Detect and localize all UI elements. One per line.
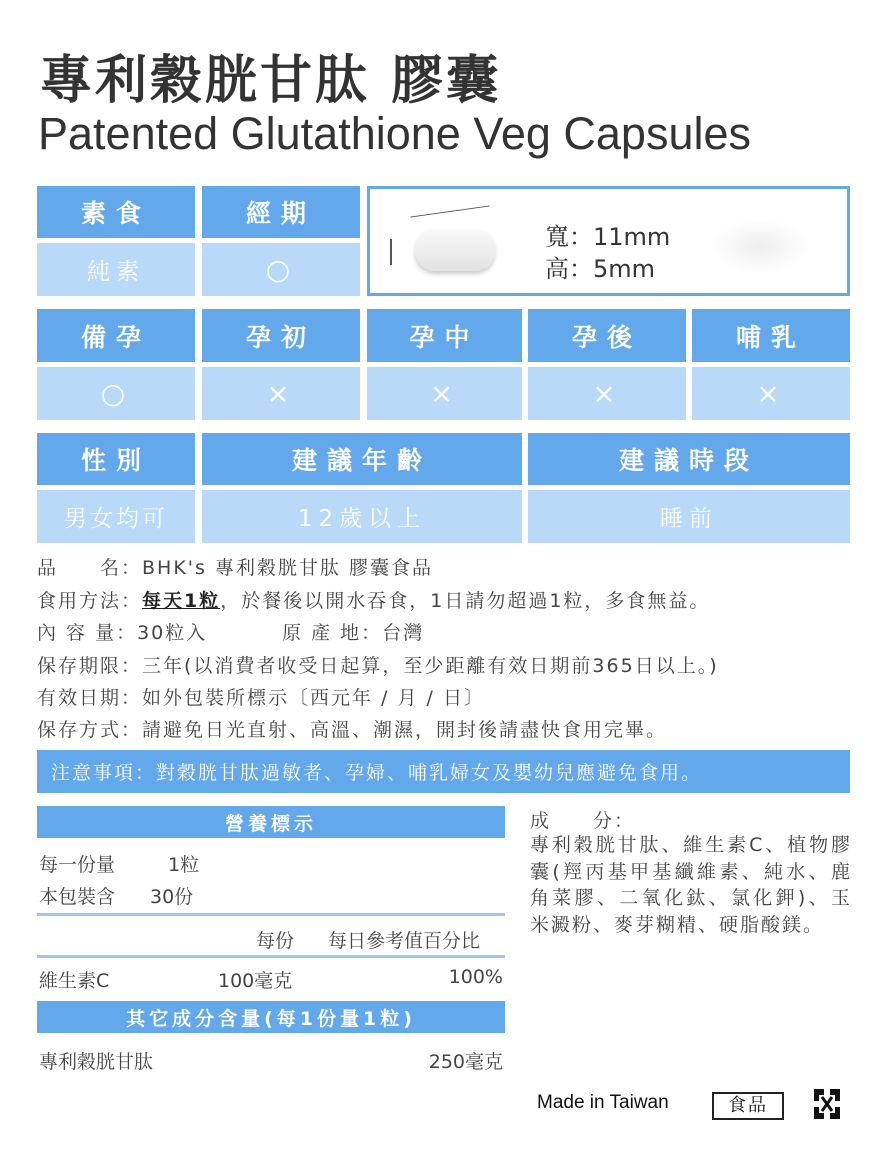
value-mid-pregnancy: × xyxy=(367,367,522,420)
servings-label: 本包裝含 xyxy=(39,886,116,908)
other-name: 專利穀胱甘肽 xyxy=(39,1051,154,1073)
header-mid-pregnancy: 孕中 xyxy=(367,309,522,362)
powder-image xyxy=(710,219,810,274)
divider xyxy=(37,913,505,916)
info-content xyxy=(37,618,424,645)
nutrient-per: 100毫克 xyxy=(218,970,293,992)
made-in-taiwan: Made in Taiwan xyxy=(537,1092,669,1113)
capsule-width: 寬：11mm xyxy=(545,223,671,251)
nutrient-dv: 100% xyxy=(448,966,503,988)
info-usage xyxy=(37,586,710,613)
ingredients-label: 成 分： xyxy=(530,810,636,832)
header-early-pregnancy: 孕初 xyxy=(202,309,360,362)
header-suggested-time: 建議時段 xyxy=(528,433,850,485)
recycle-icon xyxy=(810,1085,844,1123)
label: 內 容 量： xyxy=(37,622,138,644)
width-dimension-icon xyxy=(410,205,489,217)
usage-highlight: 每天1粒 xyxy=(142,590,221,612)
label: 品 名： xyxy=(37,557,143,579)
nutrition-title: 營養標示 xyxy=(37,806,505,838)
info-name xyxy=(37,553,433,580)
ingredients-text: 專利穀胱甘肽、維生素C、植物膠囊(羥丙基甲基纖維素、純水、鹿角菜膠、二氧化鈦、氯化鉀)、玉米澱粉、麥芽糊精、硬脂酸鎂。 xyxy=(530,834,852,936)
other-title: 其它成分含量(每1份量1粒) xyxy=(37,1001,505,1033)
value-menstruation: ○ xyxy=(202,243,360,296)
value: ，於餐後以開水吞食，1日請勿超過1粒，多食無益。 xyxy=(220,590,711,612)
value: 三年(以消費者收受日起算，至少距離有效日期前365日以上。) xyxy=(142,655,719,677)
title-zh: 專利穀胱甘肽 膠囊 xyxy=(40,51,502,111)
servings-value: 30份 xyxy=(150,886,194,908)
label: 保存期限： xyxy=(37,655,143,677)
header-post-pregnancy: 孕後 xyxy=(528,309,686,362)
divider xyxy=(37,955,505,958)
nutrient-name: 維生素C xyxy=(39,970,110,992)
value-vegetarian: 純素 xyxy=(37,243,195,296)
label: 保存方式： xyxy=(37,719,143,741)
serving-label: 每一份量 xyxy=(39,854,116,876)
header-menstruation: 經期 xyxy=(202,186,360,238)
value: BHK's 專利穀胱甘肽 膠囊食品 xyxy=(142,557,433,579)
height-dimension-icon xyxy=(390,239,392,265)
col-daily-value: 每日參考值百分比 xyxy=(328,930,481,952)
food-badge: 食品 xyxy=(712,1092,784,1120)
origin-value: 台灣 xyxy=(382,622,425,644)
value-early-pregnancy: × xyxy=(202,367,360,420)
capsule-height: 高：5mm xyxy=(545,255,656,283)
header-breastfeeding: 哺乳 xyxy=(692,309,850,362)
col-per-serving: 每份 xyxy=(256,930,295,952)
other-per: 250毫克 xyxy=(428,1051,503,1073)
value: 請避免日光直射、高溫、潮濕，開封後請盡快食用完畢。 xyxy=(142,719,668,741)
origin-label: 原 產 地： xyxy=(282,622,383,644)
header-suggested-age: 建議年齡 xyxy=(202,433,522,485)
value-gender: 男女均可 xyxy=(37,490,195,543)
value-post-pregnancy: × xyxy=(528,367,686,420)
capsule-image xyxy=(415,229,495,271)
label: 食用方法： xyxy=(37,590,143,612)
header-gender: 性別 xyxy=(37,433,195,485)
value-suggested-age: 12歲以上 xyxy=(202,490,522,543)
value-pre-pregnancy: ○ xyxy=(37,367,195,420)
info-storage xyxy=(37,715,667,742)
info-shelf-life xyxy=(37,651,719,678)
value-suggested-time: 睡前 xyxy=(528,490,850,543)
value: 如外包裝所標示〔西元年 / 月 / 日〕 xyxy=(142,687,485,709)
value: 30粒入 xyxy=(137,622,208,644)
title-en: Patented Glutathione Veg Capsules xyxy=(38,108,752,159)
capsule-size-box xyxy=(367,186,850,296)
serving-value: 1粒 xyxy=(168,854,200,876)
label: 有效日期： xyxy=(37,687,143,709)
notice-bar: 注意事項：對穀胱甘肽過敏者、孕婦、哺乳婦女及嬰幼兒應避免食用。 xyxy=(37,750,850,793)
info-expiry xyxy=(37,683,485,710)
header-vegetarian: 素食 xyxy=(37,186,195,238)
value-breastfeeding: × xyxy=(692,367,850,420)
header-pre-pregnancy: 備孕 xyxy=(37,309,195,362)
